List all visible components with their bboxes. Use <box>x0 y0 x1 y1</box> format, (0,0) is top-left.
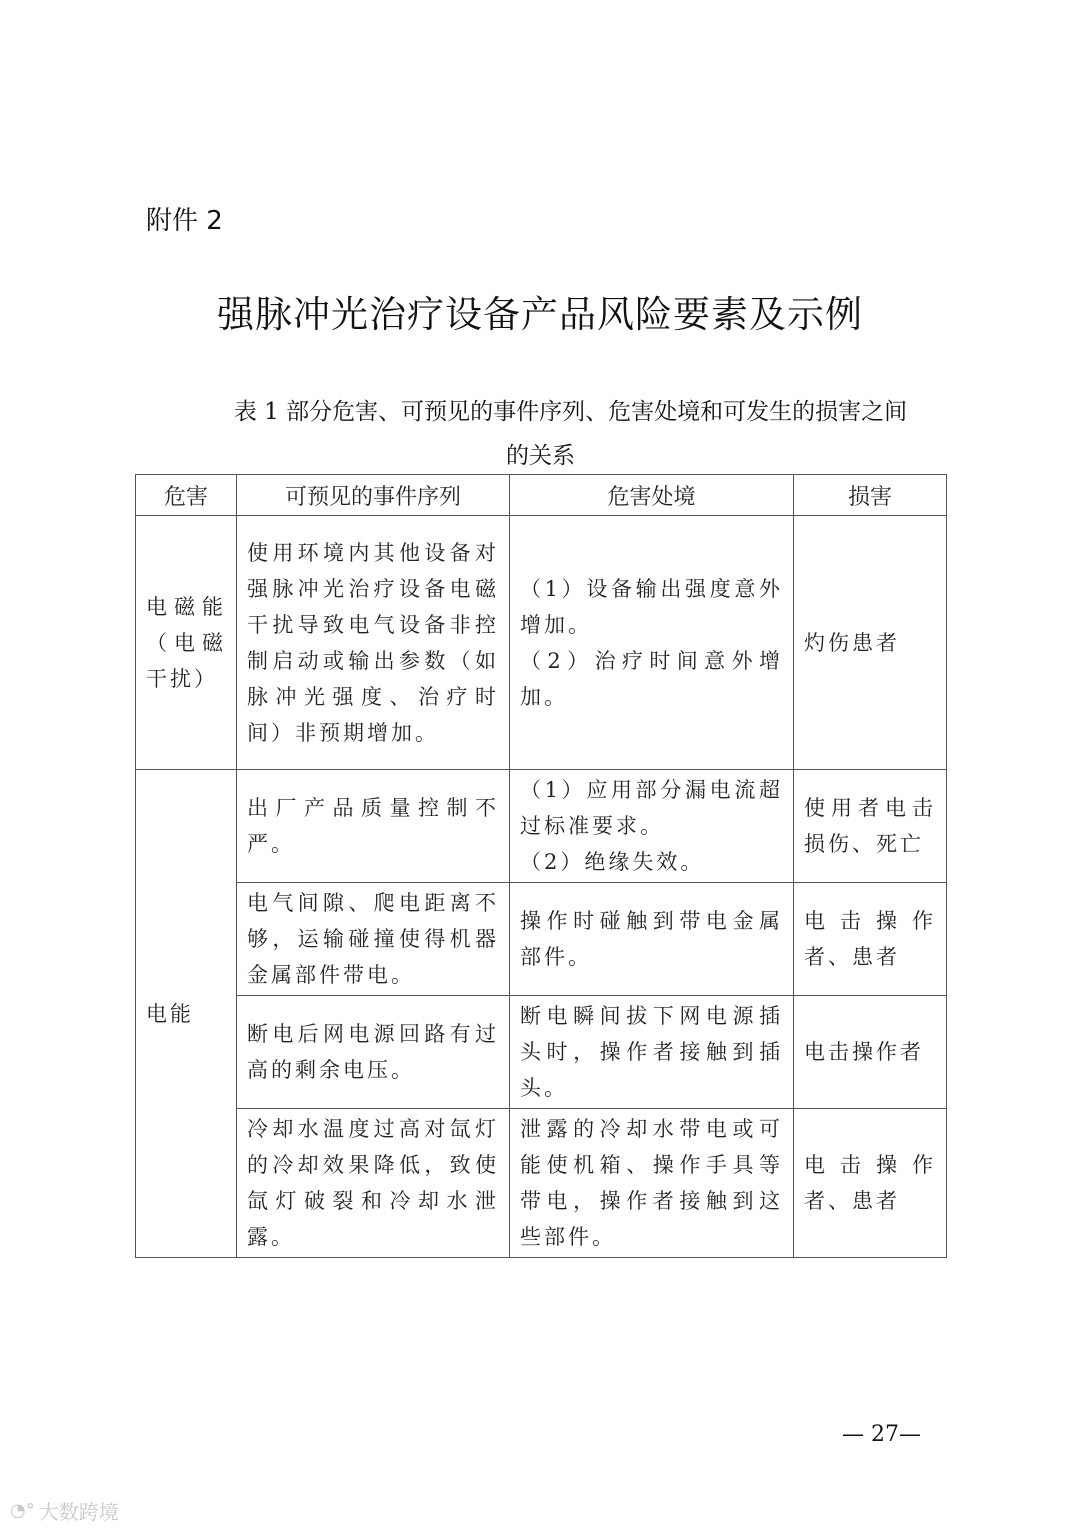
situation-item: （1）设备输出强度意外增加。 <box>520 576 783 637</box>
hazard-cell: 电能 <box>136 770 237 1258</box>
sequence-cell: 断电后网电源回路有过高的剩余电压。 <box>237 996 510 1109</box>
situation-item: （2）绝缘失效。 <box>520 850 705 874</box>
watermark <box>10 1496 119 1525</box>
sequence-cell: 冷却水温度过高对氙灯的冷却效果降低，致使氙灯破裂和冷却水泄露。 <box>237 1109 510 1258</box>
situation-cell <box>510 516 794 770</box>
document-title: 强脉冲光治疗设备产品风险要素及示例 <box>217 293 863 336</box>
sequence-cell: 出厂产品质量控制不严。 <box>237 770 510 883</box>
table-caption-line1: 表 1 部分危害、可预见的事件序列、危害处境和可发生的损害之间 <box>233 399 908 425</box>
risk-table <box>135 474 947 1258</box>
harm-cell: 电击操作者 <box>794 996 947 1109</box>
header-sequence: 可预见的事件序列 <box>237 475 510 516</box>
harm-cell: 电击操作者、患者 <box>794 1109 947 1258</box>
harm-cell: 使用者电击损伤、死亡 <box>794 770 947 883</box>
table-row <box>136 883 947 996</box>
table-row <box>136 996 947 1109</box>
table-caption-line2: 的关系 <box>506 443 575 469</box>
table-row <box>136 1109 947 1258</box>
hazard-cell: 电磁能（电磁干扰） <box>136 516 237 770</box>
weibo-logo-icon: ◔° <box>10 1500 35 1521</box>
header-harm: 损害 <box>794 475 947 516</box>
situation-cell <box>510 1109 794 1258</box>
header-hazard: 危害 <box>136 475 237 516</box>
situation-item: 断电瞬间拔下网电源插头时，操作者接触到插头。 <box>520 1004 783 1100</box>
harm-cell: 电击操作者、患者 <box>794 883 947 996</box>
situation-cell <box>510 996 794 1109</box>
sequence-cell: 电气间隙、爬电距离不够，运输碰撞使得机器金属部件带电。 <box>237 883 510 996</box>
table-row <box>136 770 947 883</box>
sequence-cell: 使用环境内其他设备对强脉冲光治疗设备电磁干扰导致电气设备非控制启动或输出参数（如脉冲光强度、治疗时间）非预期增加。 <box>237 516 510 770</box>
table-header-row <box>136 475 947 516</box>
table-row <box>136 516 947 770</box>
situation-cell <box>510 883 794 996</box>
harm-cell: 灼伤患者 <box>794 516 947 770</box>
table-caption <box>135 390 946 478</box>
situation-item: （2）治疗时间意外增加。 <box>520 648 783 709</box>
attachment-label: 附件 2 <box>146 206 223 236</box>
situation-cell <box>510 770 794 883</box>
situation-item: （1）应用部分漏电流超过标准要求。 <box>520 778 783 838</box>
page-number: — 27— <box>842 1422 921 1447</box>
watermark-text: 大数跨境 <box>38 1500 119 1524</box>
situation-item: 泄露的冷却水带电或可能使机箱、操作手具等带电，操作者接触到这些部件。 <box>520 1117 783 1249</box>
situation-item: 操作时碰触到带电金属部件。 <box>520 909 783 969</box>
header-situation: 危害处境 <box>510 475 794 516</box>
